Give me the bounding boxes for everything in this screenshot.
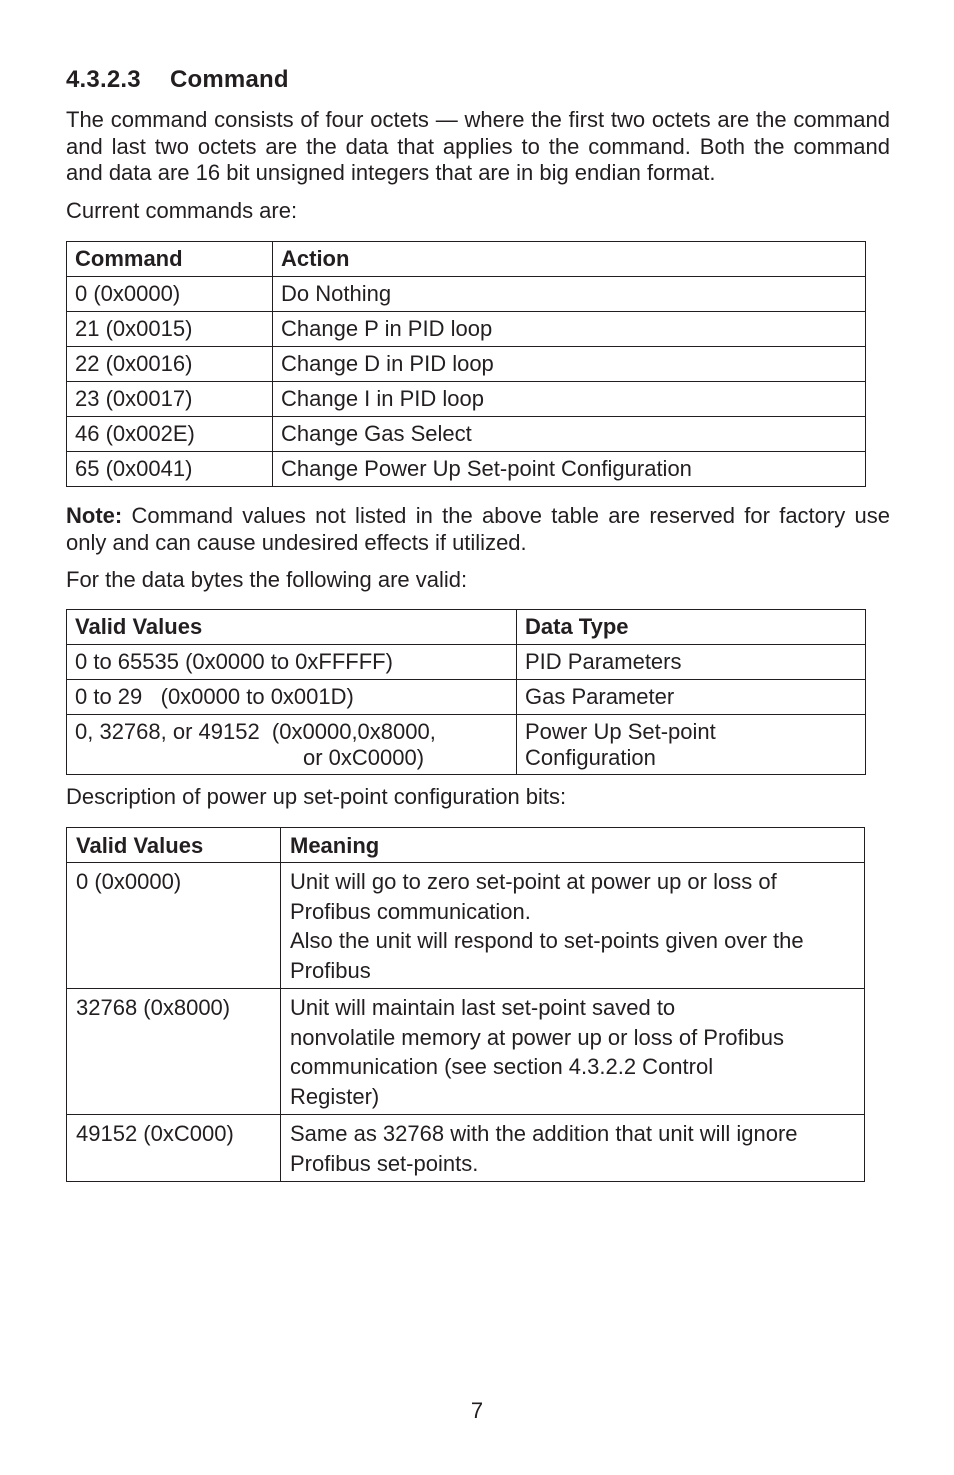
table-row <box>67 382 866 417</box>
table-row <box>67 1115 865 1182</box>
commands-table <box>66 241 866 487</box>
table-header-row <box>67 828 865 863</box>
data-type-line: Configuration <box>525 745 656 770</box>
section-number: 4.3.2.3 <box>66 66 141 93</box>
data-type-cell <box>517 715 866 775</box>
command-cell: 21 (0x0015) <box>67 312 273 347</box>
meaning-line: Profibus <box>290 957 371 983</box>
meaning-line: Profibus communication. <box>290 898 531 924</box>
page-number: 7 <box>470 1398 484 1423</box>
section-title: Command <box>170 66 289 93</box>
data-type-cell: Gas Parameter <box>517 680 866 715</box>
command-cell: 46 (0x002E) <box>67 417 273 452</box>
action-cell: Change Gas Select <box>273 417 866 452</box>
table-row <box>67 863 865 989</box>
command-cell: 23 (0x0017) <box>67 382 273 417</box>
section-heading <box>66 66 289 94</box>
action-cell: Change Power Up Set-point Configuration <box>273 452 866 487</box>
power-up-table <box>66 827 865 1182</box>
header-cell: Action <box>273 242 866 277</box>
valid-values-line: 0, 32768, or 49152 (0x0000,0x8000, <box>75 719 436 744</box>
data-type-line: Power Up Set-point <box>525 719 716 744</box>
table-row <box>67 715 866 775</box>
meaning-line: Profibus set-points. <box>290 1150 479 1176</box>
action-cell: Change P in PID loop <box>273 312 866 347</box>
meaning-line: Unit will go to zero set-point at power up or loss of <box>290 869 777 894</box>
header-cell: Meaning <box>281 828 865 863</box>
table-row <box>67 989 865 1115</box>
table-row <box>67 347 866 382</box>
valid-values-cell: 32768 (0x8000) <box>67 989 281 1115</box>
header-cell: Valid Values <box>67 828 281 863</box>
meaning-cell <box>281 989 865 1115</box>
table-row <box>67 277 866 312</box>
meaning-cell <box>281 863 865 989</box>
table-row <box>67 680 866 715</box>
table-row <box>67 417 866 452</box>
header-cell: Command <box>67 242 273 277</box>
note-label: Note: <box>66 503 123 528</box>
meaning-cell <box>281 1115 865 1182</box>
valid-values-cell: 49152 (0xC000) <box>67 1115 281 1182</box>
command-cell: 0 (0x0000) <box>67 277 273 312</box>
data-bytes-table <box>66 609 866 775</box>
action-cell: Change I in PID loop <box>273 382 866 417</box>
table-row <box>67 452 866 487</box>
meaning-line: Same as 32768 with the addition that unit will ignore <box>290 1121 798 1146</box>
header-cell: Data Type <box>517 610 866 645</box>
meaning-line: communication (see section 4.3.2.2 Control <box>290 1054 714 1079</box>
note-paragraph <box>66 503 890 556</box>
table-row <box>67 645 866 680</box>
table-header-row <box>67 242 866 277</box>
meaning-line: Register) <box>290 1083 380 1109</box>
table-row <box>67 312 866 347</box>
valid-values-line: or 0xC0000) <box>303 745 425 770</box>
note-text: Command values not listed in the above table are reserved for factory use only and can cause undesired effects if utilized. <box>66 503 890 555</box>
meaning-line: nonvolatile memory at power up or loss of Profibus <box>290 1024 785 1050</box>
valid-values-cell: 0 to 29 (0x0000 to 0x001D) <box>67 680 517 715</box>
intro-paragraph: The command consists of four octets — where the first two octets are the command and last two octets are the data that applies to the command. Both the command and data are 16 bit unsigned integers that are in big endian format. <box>66 107 890 185</box>
meaning-line: Unit will maintain last set-point saved to <box>290 995 676 1020</box>
action-cell: Do Nothing <box>273 277 866 312</box>
command-cell: 22 (0x0016) <box>67 347 273 382</box>
table-header-row <box>67 610 866 645</box>
command-cell: 65 (0x0041) <box>67 452 273 487</box>
valid-values-cell: 0 to 65535 (0x0000 to 0xFFFFF) <box>67 645 517 680</box>
current-commands-label: Current commands are: <box>66 198 298 223</box>
valid-values-cell <box>67 715 517 775</box>
meaning-line: Also the unit will respond to set-points given over the <box>290 928 804 953</box>
header-cell: Valid Values <box>67 610 517 645</box>
data-bytes-label: For the data bytes the following are valid: <box>66 567 468 592</box>
valid-values-cell: 0 (0x0000) <box>67 863 281 989</box>
data-type-cell: PID Parameters <box>517 645 866 680</box>
power-up-label: Description of power up set-point configuration bits: <box>66 784 567 809</box>
action-cell: Change D in PID loop <box>273 347 866 382</box>
